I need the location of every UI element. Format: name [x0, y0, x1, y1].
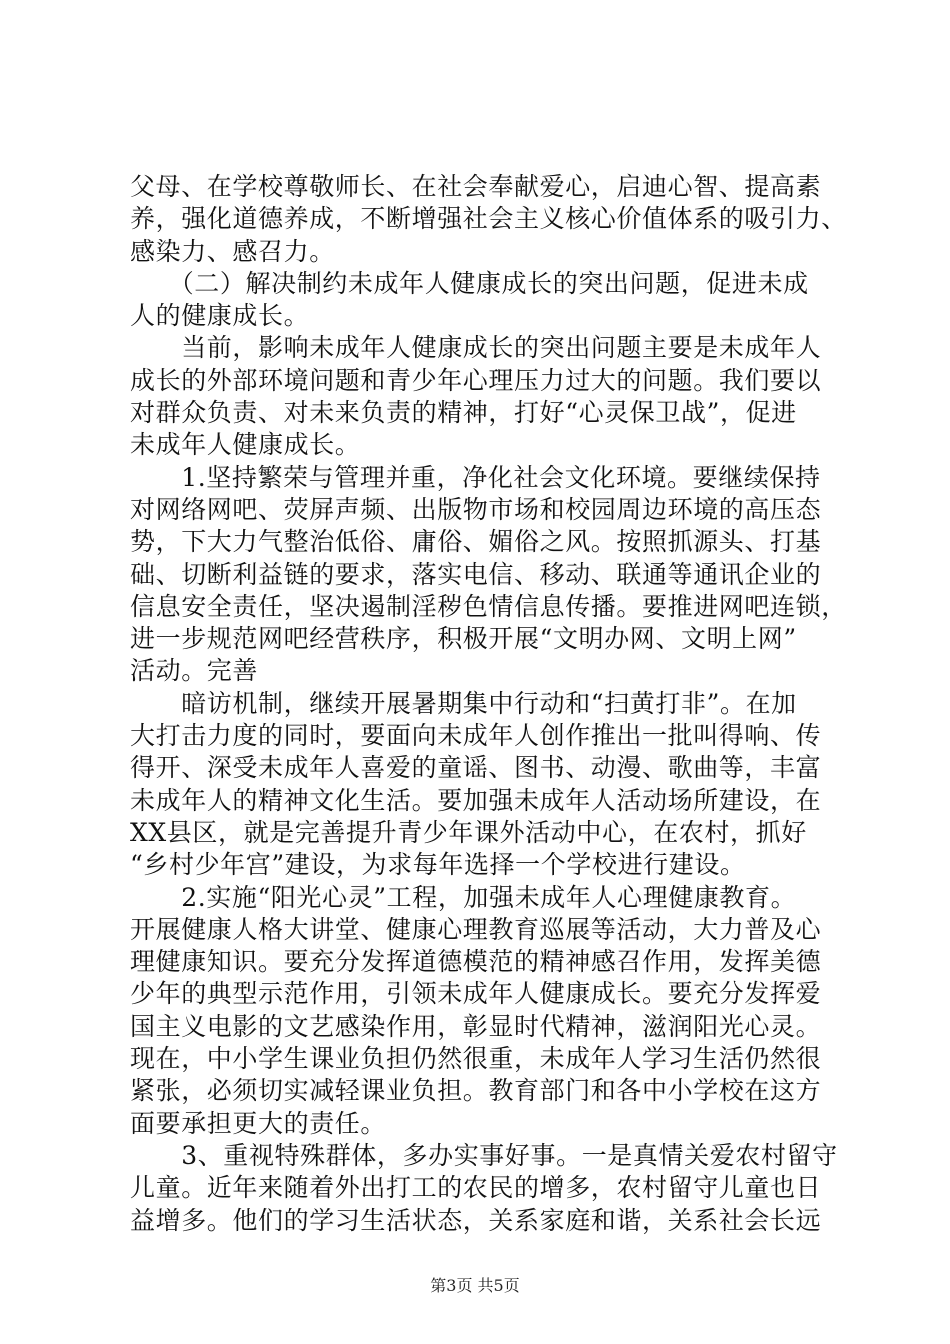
text-line: 紧张，必须切实减轻课业负担。教育部门和各中小学校在这方: [130, 1076, 822, 1106]
text-line: 国主义电影的文艺感染作用，彰显时代精神，滋润阳光心灵。: [130, 1011, 822, 1041]
text-line: 儿童。近年来随着外出打工的农民的增多，农村留守儿童也日: [130, 1173, 822, 1203]
section-heading: （二）解决制约未成年人健康成长的突出问题，促进未成: [130, 268, 809, 298]
text-line: 少年的典型示范作用，引领未成年人健康成长。要充分发挥爱: [130, 979, 822, 1009]
text-line: 对网络网吧、荧屏声频、出版物市场和校园周边环境的高压态: [130, 494, 822, 524]
text-line: 现在，中小学生课业负担仍然很重，未成年人学习生活仍然很: [130, 1044, 822, 1074]
page-number-footer: 第3页 共5页: [430, 1276, 520, 1295]
text-line: “乡村少年宫”建设，为求每年选择一个学校进行建设。: [130, 850, 746, 880]
document-body: [130, 171, 847, 1237]
text-line: 养，强化道德养成，不断增强社会主义核心价值体系的吸引力、: [130, 204, 847, 234]
text-line: 益增多。他们的学习生活状态，关系家庭和谐，关系社会长远: [130, 1205, 822, 1235]
text-line: 信息安全责任，坚决遏制淫秽色情信息传播。要推进网吧连锁，: [130, 591, 847, 621]
text-line: 感染力、感召力。: [130, 236, 335, 266]
text-line: 进一步规范网吧经营秩序，积极开展“文明办网、文明上网”: [130, 624, 797, 654]
text-line: 理健康知识。要充分发挥道德模范的精神感召作用，发挥美德: [130, 947, 822, 977]
text-line: 人的健康成长。: [130, 301, 310, 331]
text-line: XX县区，就是完善提升青少年课外活动中心，在农村，抓好: [130, 817, 807, 847]
text-line: 暗访机制，继续开展暑期集中行动和“扫黄打非”。在加: [130, 688, 797, 718]
text-line: 未成年人的精神文化生活。要加强未成年人活动场所建设，在: [130, 785, 822, 815]
text-line: 成长的外部环境问题和青少年心理压力过大的问题。我们要以: [130, 365, 822, 395]
text-line: 大打击力度的同时，要面向未成年人创作推出一批叫得响、传: [130, 721, 822, 751]
list-item-1-heading: 1.坚持繁荣与管理并重，净化社会文化环境。要继续保持: [130, 462, 821, 492]
text-line: 势，下大力气整治低俗、庸俗、媚俗之风。按照抓源头、打基: [130, 527, 822, 557]
text-line: 活动。完善: [130, 656, 259, 686]
list-item-2-heading: 2.实施“阳光心灵”工程，加强未成年人心理健康教育。: [130, 882, 797, 912]
text-line: 得开、深受未成年人喜爱的童谣、图书、动漫、歌曲等，丰富: [130, 753, 822, 783]
text-line: 父母、在学校尊敬师长、在社会奉献爱心，启迪心智、提高素: [130, 172, 822, 201]
text-line: 开展健康人格大讲堂、健康心理教育巡展等活动，大力普及心: [130, 914, 822, 944]
list-item-3-heading: 3、重视特殊群体，多办实事好事。一是真情关爱农村留守: [130, 1140, 838, 1170]
text-line: 当前，影响未成年人健康成长的突出问题主要是未成年人: [130, 333, 822, 363]
text-line: 面要承担更大的责任。: [130, 1108, 387, 1138]
text-line: 础、切断利益链的要求，落实电信、移动、联通等通讯企业的: [130, 559, 822, 589]
text-line: 对群众负责、对未来负责的精神，打好“心灵保卫战”，促进: [130, 398, 797, 428]
text-line: 未成年人健康成长。: [130, 430, 361, 460]
